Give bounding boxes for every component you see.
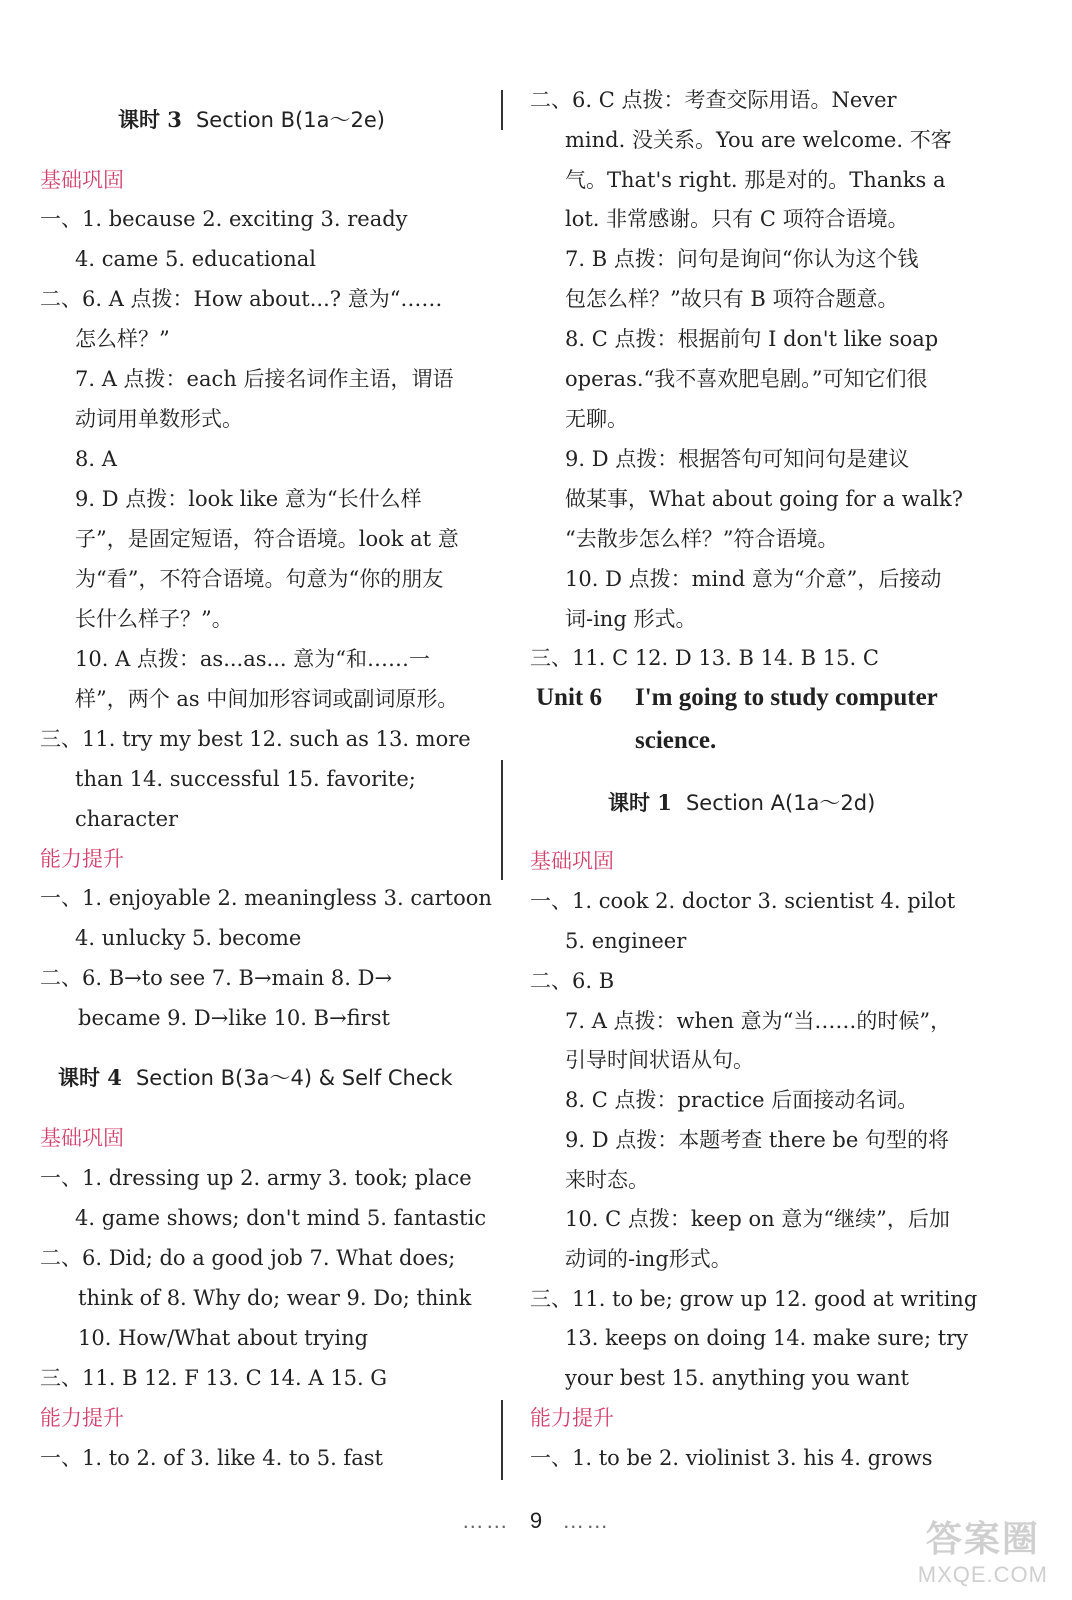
page-footer [0, 1508, 1072, 1534]
category-label: 基础巩固 [530, 849, 614, 873]
answer-line: 长什么样子？”。 [75, 607, 233, 631]
column-divider [501, 90, 503, 130]
answer-line: 7. A 点拨：each 后接名词作主语，谓语 [75, 367, 454, 391]
answer-line: 9. D 点拨：look like 意为“长什么样 [75, 487, 422, 511]
answer-line: 来时态。 [565, 1168, 649, 1192]
lesson-number: 课时 1 [608, 790, 672, 815]
answer-line: operas.“我不喜欢肥皂剧。”可知它们很 [565, 367, 928, 391]
answer-line: 9. D 点拨：本题考查 there be 句型的将 [565, 1128, 949, 1152]
answer-line: 一、1. to 2. of 3. like 4. to 5. fast [40, 1446, 383, 1470]
answer-line: 一、1. because 2. exciting 3. ready [40, 207, 408, 231]
category-label: 基础巩固 [40, 1126, 124, 1150]
category-label: 能力提升 [40, 847, 124, 871]
answer-line: became 9. D→like 10. B→first [78, 1006, 390, 1030]
answer-line: 9. D 点拨：根据答句可知问句是建议 [565, 447, 910, 471]
answer-line: 二、6. Did; do a good job 7. What does; [40, 1246, 456, 1270]
unit-title-continued: science. [635, 727, 717, 754]
answer-line: 引导时间状语从句。 [565, 1048, 754, 1072]
lesson-heading [58, 1065, 453, 1091]
footer-dots: …… [562, 1508, 611, 1533]
answer-line: 三、11. try my best 12. such as 13. more [40, 727, 471, 751]
answer-line: 动词用单数形式。 [75, 407, 243, 431]
answer-line: 5. engineer [565, 929, 687, 953]
answer-line: 二、6. B→to see 7. B→main 8. D→ [40, 966, 393, 990]
answer-line: 一、1. to be 2. violinist 3. his 4. grows [530, 1446, 933, 1470]
lesson-section: Section A(1a～2d) [685, 791, 876, 815]
answer-line: 10. D 点拨：mind 意为“介意”，后接动 [565, 567, 942, 591]
page-number: 9 [529, 1508, 543, 1533]
answer-line: 10. A 点拨：as...as... 意为“和……一 [75, 647, 430, 671]
answer-line: 7. A 点拨：when 意为“当……的时候”， [565, 1009, 952, 1033]
answer-line: 4. came 5. educational [75, 247, 316, 271]
answer-line: 7. B 点拨：问句是询问“你认为这个钱 [565, 247, 919, 271]
answer-line: 怎么样？” [75, 327, 170, 351]
answer-line: than 14. successful 15. favorite; [75, 767, 416, 791]
watermark-url: MXQE.COM [917, 1562, 1048, 1587]
answer-line: 13. keeps on doing 14. make sure; try [565, 1326, 969, 1350]
footer-dots: …… [461, 1508, 510, 1533]
watermark-text: 答案圈 [925, 1518, 1040, 1559]
answer-line: lot. 非常感谢。只有 C 项符合语境。 [565, 207, 909, 231]
column-divider [501, 1400, 503, 1480]
answer-line: 样”，两个 as 中间加形容词或副词原形。 [75, 687, 459, 711]
answer-line: think of 8. Why do; wear 9. Do; think [78, 1286, 472, 1310]
answer-line: 8. C 点拨：根据前句 I don't like soap [565, 327, 939, 351]
answer-line: 三、11. C 12. D 13. B 14. B 15. C [530, 646, 879, 670]
lesson-section: Section B(1a～2e) [195, 108, 385, 132]
unit-title: I'm going to study computer [635, 684, 938, 711]
lesson-heading [118, 107, 385, 133]
unit-number: Unit 6 [536, 684, 602, 711]
answer-line: 10. C 点拨：keep on 意为“继续”，后加 [565, 1207, 950, 1231]
answer-line: 气。That's right. 那是对的。Thanks a [565, 168, 946, 192]
answer-line: 8. A [75, 447, 117, 471]
answer-line: 无聊。 [565, 407, 628, 431]
answer-line: 二、6. C 点拨：考查交际用语。Never [530, 88, 897, 112]
answer-line: your best 15. anything you want [565, 1366, 909, 1390]
answer-line: 三、11. to be; grow up 12. good at writing [530, 1287, 978, 1311]
watermark-logo [918, 1511, 1048, 1588]
answer-line: 做某事，What about going for a walk? [565, 487, 963, 511]
answer-line: 二、6. B [530, 969, 615, 993]
answer-line: 一、1. cook 2. doctor 3. scientist 4. pilot [530, 889, 956, 913]
answer-line: 词-ing 形式。 [565, 607, 697, 631]
answer-line: 子”，是固定短语，符合语境。look at 意 [75, 527, 459, 551]
answer-line: 二、6. A 点拨：How about...? 意为“…… [40, 287, 443, 311]
category-label: 能力提升 [530, 1406, 614, 1430]
answer-line: 包怎么样？”故只有 B 项符合题意。 [565, 287, 899, 311]
answer-line: 动词的-ing形式。 [565, 1247, 732, 1271]
answer-line: 三、11. B 12. F 13. C 14. A 15. G [40, 1366, 388, 1390]
answer-line: 一、1. dressing up 2. army 3. took; place [40, 1166, 472, 1190]
answer-line: 一、1. enjoyable 2. meaningless 3. cartoon [40, 886, 492, 910]
answer-line: mind. 没关系。You are welcome. 不客 [565, 128, 952, 152]
category-label: 基础巩固 [40, 168, 124, 192]
lesson-heading [608, 790, 875, 816]
answer-line: “去散步怎么样？”符合语境。 [565, 527, 839, 551]
category-label: 能力提升 [40, 1406, 124, 1430]
lesson-section: Section B(3a～4) & Self Check [135, 1066, 453, 1090]
answer-line: 8. C 点拨：practice 后面接动名词。 [565, 1088, 919, 1112]
answer-line: 4. unlucky 5. become [75, 926, 302, 950]
answer-line: 4. game shows; don't mind 5. fantastic [75, 1206, 487, 1230]
answer-line: 为“看”，不符合语境。句意为“你的朋友 [75, 567, 444, 591]
answer-line: character [75, 807, 179, 831]
answer-line: 10. How/What about trying [78, 1326, 369, 1350]
lesson-number: 课时 4 [58, 1065, 122, 1090]
lesson-number: 课时 3 [118, 107, 182, 132]
column-divider [501, 760, 503, 880]
